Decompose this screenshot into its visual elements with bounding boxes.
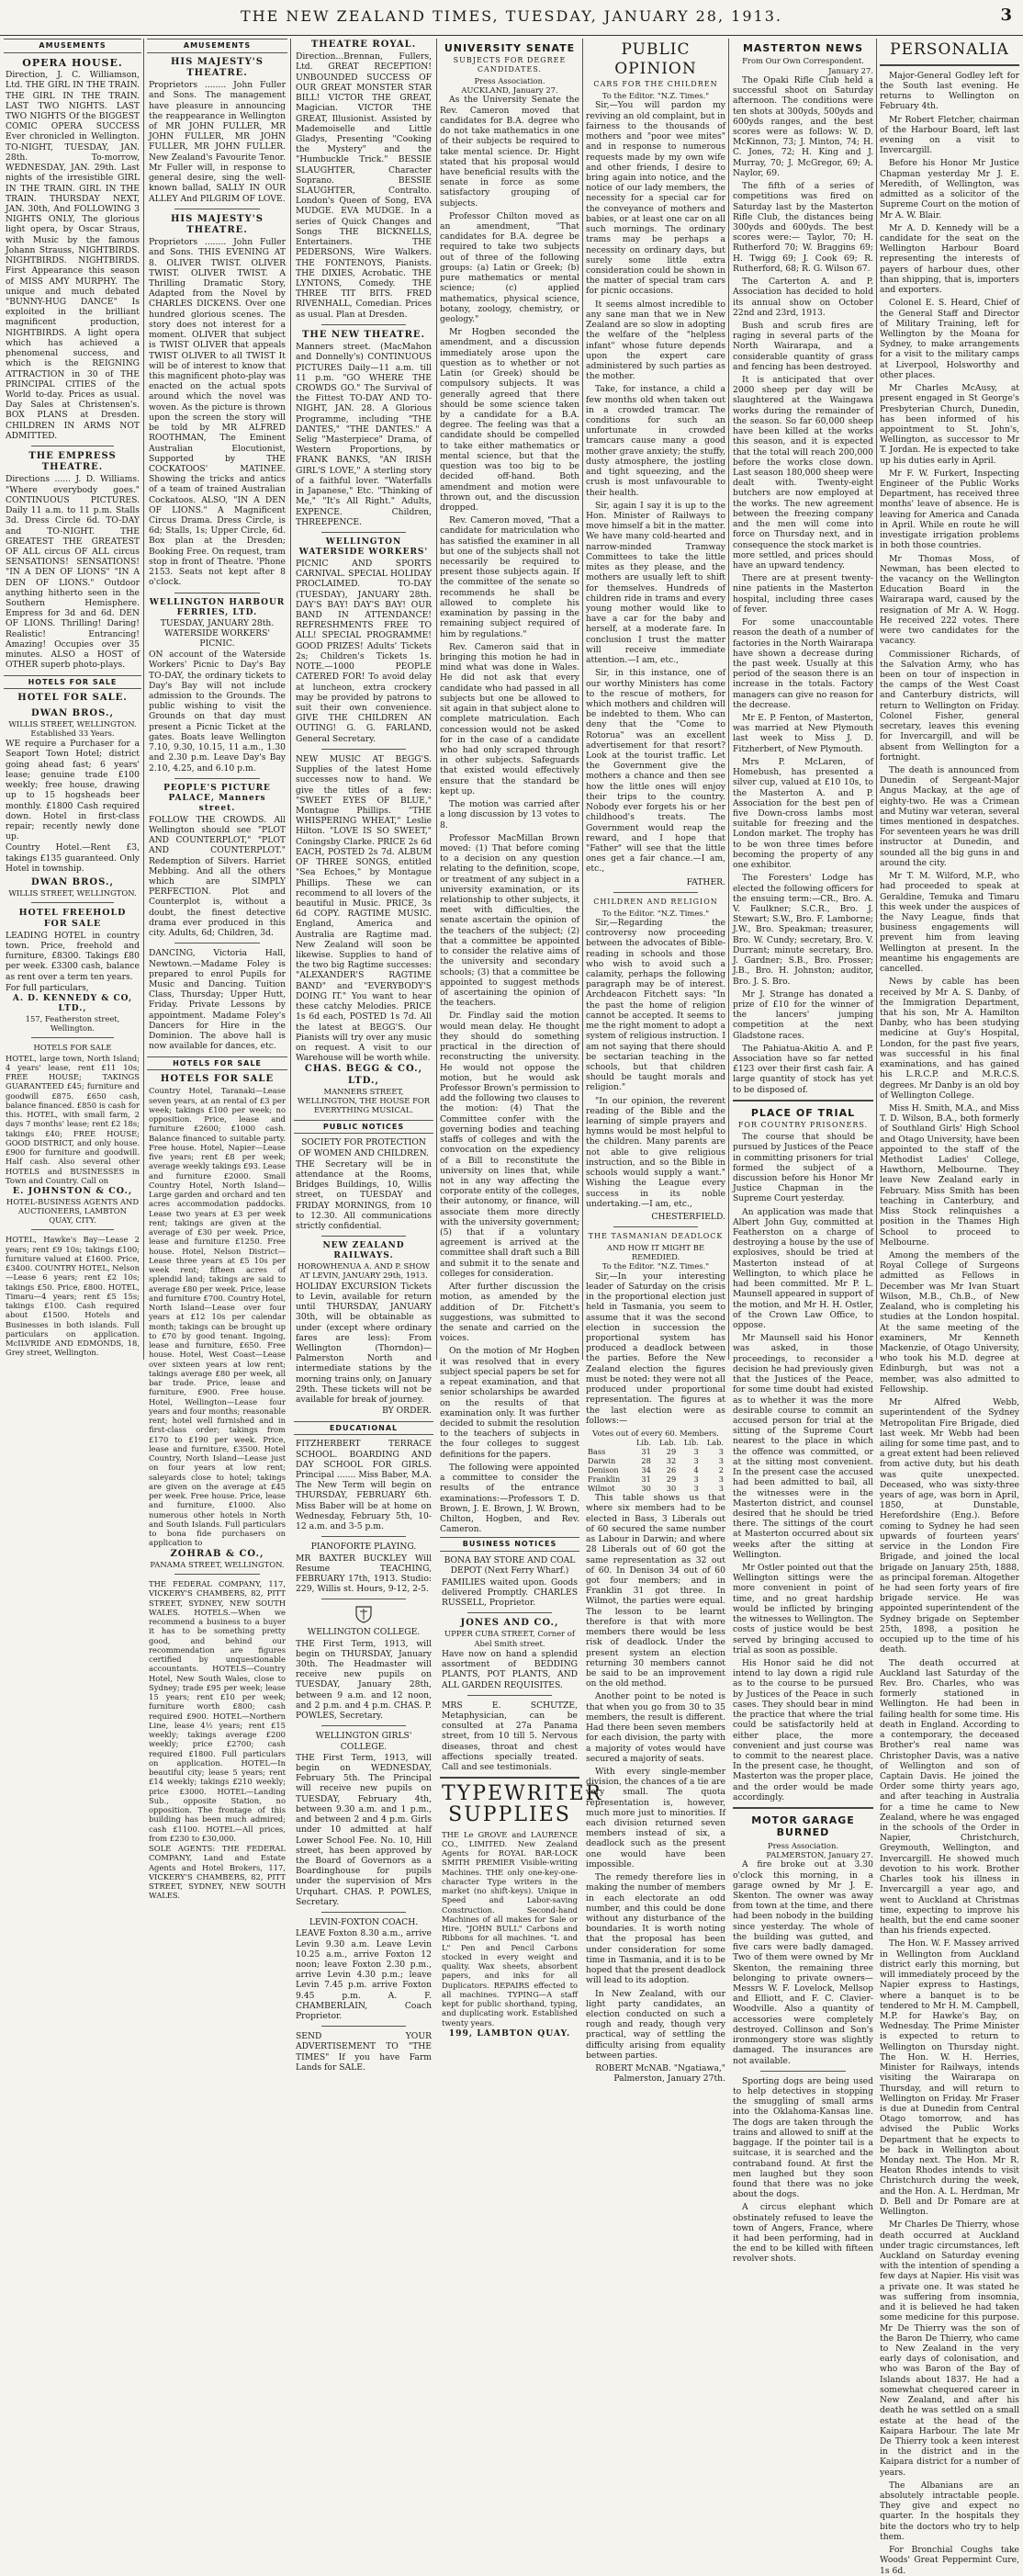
divider [321,2026,406,2027]
article-source: Press Association. [474,75,545,85]
section-title: PERSONALIA [890,40,1009,59]
his-majestys-ad [149,57,286,204]
ad-body: HOTEL, Hawke's Bay—Lease 2 years; rent £9 10s; takings £100; furniture valued at £1600. Price, £3400. COUNTRY HOTEL, Nelson—Lease 6 years; rent £2 10s; takings £50. Price, £800. HOTEL, Timaru—4 years; rent £5 15s; takings £100. Cash required about £1500. Hotels and Businesses in both islands. Full particulars on application. McILVRIDE AND EDMONDS, 18, Grey street, Wellington. [6,1235,140,1358]
ad-title: PIANOFORTE PLAYING. [310,1542,417,1553]
divider [467,1612,552,1613]
ad-subtitle: WATERSIDE WORKERS' PICNIC. [164,627,270,649]
table-cell: 28 [641,1456,651,1466]
letter-signature: CHESTERFIELD. [651,1212,725,1222]
news-item: The death occurred at Auckland last Saturday of the Rev. Bro. Charles, who was formerly stationed in Wellington. He had been in failing health for some time. His death in England. According to a contemporary, the deceased Brother's real name was Christopher Davis, was a native of Wellington and son of Captain Davis. He joined the Order some thirty years ago, and after teaching in Australia for a time he came to New Zealand, where he was engaged in the schools of the Order in Napier, Christchurch, Greymouth, Wellington, and Invercargill. He showed much devotion to his work. Brother Charles took his illness in Invercargill a year ago, and went to Auckland at Christmas time, expecting to improve his health, but the end came sooner than his friends expected. [880,1657,1019,1937]
wellington-college-ad [296,1604,432,1721]
ad-signature: BY ORDER. [382,1406,432,1417]
section-heading: AMUSEMENTS [147,39,287,53]
divider [321,324,406,325]
letter-to: To the Editor. "N.Z. Times." [601,1261,710,1271]
table-cell: 26 [666,1465,677,1475]
article-paragraph: There are at present twenty-nine patients in the Masterton hospital, including three cases of fever. [733,573,873,615]
ad-body: Directions ...... J. D. Williams. "Where everybody goes." CONTINUOUS PICTURES. Daily 11 a.m. to 11 p.m. Stalls 3d. Dress Circle 6d. TO-DAY and TO-NIGHT. THE GREATEST THE GREATEST OF ALL circus OF ALL circus SENSATIONS! SENSATIONS! "IN A DEN OF LIONS" "IN A DEN OF LIONS." Outdoor anything hitherto seen in the Southern Hemisphere. Empress for 3d and 6d. DEN OF LIONS. Thrilling! Daring! Realistic! Entrancing! Amazing! Occupies over 35 minutes. ALSO a HOST of OTHER superb photo-plays. [6,474,140,671]
column-3 [294,37,433,2073]
divider [31,1229,114,1230]
hotels-johnston-ad [6,1043,140,1225]
ad-subheading: HOTELS FOR SALE [33,1043,112,1053]
table-row [586,1474,725,1484]
ad-title: THE EMPRESS THEATRE. [28,451,117,473]
newspaper-title: THE NEW ZEALAND TIMES, TUESDAY, JANUARY 28, 1913. [241,7,782,25]
table-cell: 31 [641,1447,651,1457]
table-cell: 34 [641,1465,651,1475]
divider [613,1226,698,1227]
ad-body: Manners street. (MacMahon and Donnelly's) CONTINUOUS PICTURES Daily—11 a.m. till 11 p.m. "GO WHERE THE CROWDS GO." The Survival of the Fittest TO-DAY AND TO-NIGHT, JAN. 28. A Glorious Programme, including "THE DANTES," "THE DANTES." A Selig "Masterpiece" Drama, of Western Proportions, by FRANK BANKS, "AN IRISH GIRL'S LOVE," A sterling story of a faithful lover. "Waterfalls in Japanese," Etc. "Thinking of Me," "It's All Right." Adults, EXPENCE. Children, THREEPENCE. [296,342,432,527]
ad-title: NEW ZEALAND RAILWAYS. [322,1241,405,1261]
table-header-cell: Lib. [683,1438,699,1448]
hotels-mcilvride-ad [6,1235,140,1357]
his-majestys-oliver-ad [149,214,286,588]
table-cell: 30 [641,1484,651,1494]
ad-title: THEATRE ROYAL. [310,40,417,50]
news-item: Mr Charles De Thierry, whose death occurred at Auckland under tragic circumstances, left Auckland on Saturday evening with the intention of spending a few days at Napier. His visit was a private one. It was stated he was suffering from insomnia, and it is believed he had taken some medicine for this purpose. Mr De Thierry was the son of the Baron De Thierry, who came to New Zealand in the very early days of colonisation, and who was Baron of the Bay of Islands about 1837. He had a somewhat chequered career in New Zealand, and after his death he was settled on a small estate at the head of the Kaipara Harbour. The late Mr De Thierry took a keen interest in the district and in the Kaipara district for a number of years. [880,2220,1019,2478]
letter-paragraph: Another point to be noted is that when you go from 30 to 35 members, the result is different. Had there been seven members for each division, the party with a majority of votes would have secured a majority of seats. [586,1691,725,1764]
ad-body: HOTEL, large town, North Island; 4 years' lease, rent £11 10s; FREE HOUSE; TAKINGS GUARANTEED £45; furniture and goodwill £875. £650 cash, balance financed. £850 is cash for this. HOTEL, with small farm, 2 days 7 months' lease; rent £2 18s; takings £40; FREE HOUSE; GOOD DISTRICT, and only house. £900 for furniture and goodwill. Half cash. Also several other HOTELS and BUSINESSES in Town and Country. Call on [6,1053,140,1185]
table-cell: Denison [588,1465,619,1475]
ad-body: Have now on hand a splendid assortment of BEDDING PLANTS, POT PLANTS, AND ALL GARDEN REQUISITES. [442,1648,578,1690]
ad-title: WELLINGTON WATERSIDE WORKERS' [298,537,429,557]
divider [321,749,406,750]
letter-title: CHILDREN AND RELIGION [593,897,718,906]
empress-theatre-ad [6,451,140,671]
ad-date: TUESDAY, JANUARY 28th. [160,617,275,628]
news-item: Colonel E. S. Heard, Chief of the General Staff and Director of Military Training, left for Wellington by the Moana for Sydney, to make arrangements for a visit to the military camps at Liverpool, Holsworthy and other places. [880,298,1019,380]
federal-company-ad [149,1579,286,1901]
ad-body: DANCING, Victoria Hall, Newtown.—Madame Foley is prepared to enrol Pupils for Music and Dancing. Tuition Class, Thursday; Upper Hutt, Friday. Private Lessons by appointment. Madame Foley's Dancers for Hire in the Dominion. The above hall is now available for dances, etc. [149,948,286,1052]
table-row [586,1447,725,1456]
agent-name: DWAN BROS., [31,877,114,888]
article-title: UNIVERSITY SENATE [444,42,576,54]
new-theatre-ad [296,330,432,527]
news-item: Commissioner Richards, of the Salvation Army, who has been on tour of inspection in the camps of the West Coast and Canterbury districts, will return to Wellington on Friday. Colonel Fisher, general secretary, leaves this evening for Invercargill, and will be absent from Wellington for a fortnight. [880,649,1019,763]
news-item: The Albanians are an absolutely intractable people. They give and expect no quarter. In the hospitals they bite the doctors who try to help them. [880,2480,1019,2542]
divider [880,64,1019,66]
article-title: MOTOR GARAGE BURNED [751,1814,855,1839]
ad-title: THE NEW THEATRE. [301,329,426,340]
agent-name: CHAS. BEGG & CO., LTD., [304,1064,423,1086]
article-dateline: PALMERSTON, January 27. [766,1850,873,1860]
divider [760,2071,846,2072]
ad-body: FOLLOW THE CROWDS. All Wellington should see "PLOT AND COUNTERPLOT," "PLOT AND COUNTERPLOT." Redemption of Silvers. Harriet Mebbing. And all the others which are SIMPLY PERFECTION. Plot and Counterplot is, without a doubt, the finest detective drama ever produced in this city. Adults, 6d; Children, 3d. [149,814,286,939]
article-paragraph: The course that should be pursued by Justices of the Peace in committing prisoners for trial formed the subject of a discussion before his Honor Mr Justice Chapman in the Supreme Court yesterday. [733,1132,873,1204]
news-item: The death is announced from Dunedin of Sergeant-Major Angus Mackay, at the age of eighty-two. He was a Crimean and Mutiny war veteran, several times mentioned in despatches. For seventeen years he was drill instructor at Dunedin, and sounded all the big guns in and around the city. [880,764,1019,868]
wellington-girls-college-ad [296,1731,432,1907]
table-header-cell: Lab. [658,1438,677,1448]
table-cell: 3 [718,1484,724,1494]
table-cell: Bass [588,1447,606,1457]
ad-body: Country Hotel, Taranaki—Lease seven years, at an rental of £3 per week; takings £100 per week; no opposition. Price, lease and furniture £2600; £1000 cash. Balance financed to suitable party. Free house. Hotel, Napier—Lease five years; rent £8 per week; average weekly takings £93. Lease and furniture £2000. Small Country Hotel, North Island—Large garden and orchard and ten acres accommodation paddocks. Lease two years at £3 per week rent; takings are given at the average of £30 per week. Price, lease and furniture £1250. Free house. Hotel, Nelson District—Lease three years at £5 10s per week rent; fifteen acres of splendid land; takings are said to average £80 per week. Price, lease and furniture £700. Country Hotel, North Island—Lease over four years at £12 10s per calendar month; takings can be brought up to £70 by good tenant. Ingoing, lease and furniture, £650. Free house. Hotel, West Coast—Lease over sixteen years at low rent; takings average £80 per week, all bar trade. Price, lease and furniture, £900. Free house. Hotel, Wellington—Lease four years and four months; reasonable rent; hotel well furnished and in first-class order; takings from £170 to £190 per week. Price, lease and furniture, £3500. Hotel Country, North Island—Lease just on four years at low rent; saleyards close to hotel; takings are given on the average at £45 per week. Free house. Price, lease and furniture, £1000. Also numerous other hotels in North and South Islands. Full particulars to bona fide purchasers on application to [149,1086,287,1548]
column-6 [733,37,873,2265]
agent-address: MANNERS STREET, WELLINGTON, THE HOUSE FOR EVERYTHING MUSICAL. [297,1086,431,1115]
ad-body: Proprietors ........ John Fuller and Sons. THIS EVENING AT 8. OLIVER TWIST. OLIVER TWIST. OLIVER TWIST. A Thrilling Dramatic Story, Adapted from the Novel by CHARLES DICKENS. Over one hundred glorious scenes. The story does not interest for a moment. OLIVER that subject is TWIST OLIVER that appeals TWIST OLIVER to all TWIST It will be of interest to know that this magnificent photo-play was enacted on the actual spots around which the novel was woven. As the picture is thrown upon the screen the story will be told by MR ALFRED ROOTHMAN, The Eminent Australian Elocutionist, Supported by THE COCKATOOS' MATINEE. Showing the tricks and antics of a team of trained Australian Cockatoos. ALSO, "IN A DEN OF LIONS." A Magnificent Circus Drama. Dress Circle, is 6d; Stalls, 1s; Upper Circle, 6d. Box plan at the Dresden; Booking Free. On request, tram stop in front of Theatre. 'Phone 2153. Seats not kept after 8 o'clock. [149,237,286,588]
column-1 [4,37,141,1361]
article-paragraph: Dr. Findlay said the motion would mean delay. He thought they should do something practical in the direction of reconstructing the university. He would not oppose the motion, but he would ask Professor Brown's permission to add the following two clauses to the motion: (4) That the Committee confer with the governing bodies and teaching staffs of colleges and with the convocation on the expediency of a Bill to reconstitute the university on lines that, while not in any way affecting the corporate entity of the colleges, their autonomy, or finance, will associate them more directly with the university government; (5) that if a voluntary agreement is arrived at the committee shall draft such a Bill and submit it to the senate and colleges for consideration. [440,1011,579,1279]
column-rule [290,39,291,1360]
article-paragraph: Professor MacMillan Brown moved: (1) That before coming to a decision on any question relating to the definition, scope, or treatment of any subject in a university examination, or its relationship to other subjects, it meet with difficulties, the senate ascertain the opinion of the teachers of the subject; (2) that a committee be appointed to consider the relative aims of the university and secondary schools; (3) that a committee be appointed to suggest methods of ascertaining the opinion of the teachers. [440,832,579,1009]
ad-body: THE Le GROVE and LAURENCE CO., LIMITED. New Zealand Agents for ROYAL BAR-LOCK SMITH PREMIER Visible-writing Machines. THE only one-key-one-character Type writers in the market (no shift-keys). Unique in Speed and Labor-saving Construction. Second-hand Machines of all makes for Sale or Hire. "JOHN BULL" Carbons and Ribbons for all machines. "L and L" Pen and Pencil Carbons stocked in every weight and quality. Wax sheets, absorbent papers, and inks for all Duplicators. REPAIRS effected to all machines. TYPING—A staff kept for public shorthand, typing, and duplicating work. Established twenty years. [442,1829,578,2028]
section-heading: HOTELS FOR SALE [147,1056,287,1071]
news-item: The Hon. W. F. Massey arrived in Wellington from Auckland district early this morning, but will immediately proceed by the Napier express to Hastings, where a banquet is to be tendered to Mr H. M. Campbell, M.P. for Hawke's Bay, on Wednesday. The Prime Minister is expected to return to Wellington on Thursday night. The Hon. W. H. Herries, Minister for Railways, intends visiting the Wairarapa on Thursday, and will return to Wellington on Friday. Mr Fraser is due at Dunedin from Central Otago tomorrow, and has advised the Public Works Department that he expects to be back in Wellington about Monday next. The Hon. Mr R. Heaton Rhodes intends to visit Christchurch during the week, and the Hon. A. L. Herdman, Mr D. Bell and Dr Pomare are at Wellington. [880,1938,1019,2218]
ad-title: WELLINGTON GIRLS' COLLEGE. [315,1731,412,1752]
ad-body: Country Hotel.—Rent £3, takings £135 guaranteed. Only Hotel in township. [6,842,140,874]
ad-body: SEND YOUR ADVERTISEMENT TO "THE TIMES" If you have Farm Lands for SALE. [296,2031,432,2073]
article-paragraph: After further discussion the motion, as amended by the addition of Dr. Fitchett's suggestions, was submitted to the senate and carried on the voices. [440,1282,579,1344]
agent-address: 157, Featherston street, Wellington. [25,1013,120,1034]
article-paragraph: The following were appointed a committee to consider the results of the entrance examinations:—Professors T. D. Brown, J. E. Brown, J. W. Brown, Chilton, Hogben, and Rev. Cameron. [440,1462,579,1535]
divider [613,892,698,893]
table-header-cell: Lab. [706,1438,724,1448]
typewriter-supplies-ad [442,1782,603,2039]
divider [321,532,406,533]
ad-body: FAMILIES waited upon. Goods delivered Promptly. CHARLES RUSSELL, Proprietor. [442,1576,578,1608]
society-ad [296,1137,432,1231]
page-number: 3 [1000,6,1012,25]
dancing-ad [149,948,286,1051]
table-header-cell [586,1438,630,1447]
table-cell: 31 [641,1474,651,1485]
column-rule [436,39,437,1360]
ad-body: SOLE AGENTS: THE FEDERAL COMPANY, Land and Estate Agents and Hotel Brokers, 117, VICKERY'S CHAMBERS, 82, PITT STREET, SYDNEY, NEW SOUTH WALES. [149,1844,286,1901]
divider [321,1536,406,1537]
ad-body: Direction, J. C. Williamson, Ltd. THE GIRL IN THE TRAIN. THE GIRL IN THE TRAIN. LAST TWO NIGHTS. LAST TWO NIGHTS Of the BIGGEST COMIC OPERA SUCCESS Ever chronicled in Wellington. TO-NIGHT, TUESDAY, JAN. 28th. To-morrow, WEDNESDAY, JAN. 29th. Last nights of the irresistible GIRL IN THE TRAIN. GIRL IN THE TRAIN. THURSDAY NEXT, JAN. 30th, And FOLLOWING 3 NIGHTS ONLY, The glorious light opera, by Oscar Straus, with Music by the famous Johann Strauss, NIGHTBIRDS. NIGHTBIRDS. NIGHTBIRDS. First Appearance this season of MISS AMY MURPHY. The unique and much debated "BUNNY-HUG DANCE" Is exploited in the brilliant magnificent production, NIGHTBIRDS. A light opera which has achieved a phenomenal success, and which is the REIGNING ATTRACTION in 30 of THE PRINCIPAL CITIES of the World to-day. Prices as usual. Day Sales at Christensen's. BOX PLANS at Dresden. CHILDREN IN ARMS NOT ADMITTED. [6,70,140,441]
article-paragraph: The Pahiatua-Akitio A. and P. Association have so far netted £123 over their first cash fair. A large quantity of stock has yet to be disposed of. [733,1043,873,1095]
ad-body: THE Secretary will be in attendance at the Rooms, Bridges Buildings, 10, Willis street, on TUESDAY and FRIDAY MORNINGS, from 10 to 12.30. All communications strictly confidential. [296,1158,432,1232]
crest-icon [354,1604,374,1624]
ad-subtitle: HOROWHENUA A. AND P. SHOW AT LEVIN, JANUARY 29th, 1913. [297,1261,431,1281]
news-item: Mr Alfred Webb, superintendent of the Sydney Metropolitan Fire Brigade, died last week. Mr Webb had been ailing for some time past, and to a great extent had been relieved from active duty, but his death was quite unexpected. Deceased, who was sixty-three years of age, was born in April, 1850, at Dunstable, Herefordshire (Eng.). Before coming to Sydney he had seen upwards of fourteen years' service in the London Fire Brigade, and joined the local brigade on January 25th, 1888, as principal foreman. Altogether he had seen forty years of fire brigade service. He was appointed superintendent of the Sydney brigade on September 25th, 1898, a position he occupied up to the time of his death. [880,1397,1019,1655]
section-heading: AMUSEMENTS [4,39,141,53]
table-cell: 3 [693,1474,699,1485]
table-cell: 30 [666,1484,677,1494]
letter-paragraph: In New Zealand, with our light party candidates, an election conducted on such a rough and ready, though very practical, way of settling the difficulty arising from equality between parties. [586,1988,725,2061]
article-title: MASTERTON NEWS [742,42,864,54]
news-item: Before his Honor Mr Justice Chapman yesterday Mr J. E. Meredith, of Wellington, was admitted as a solicitor of the Supreme Court on the motion of Mr A. W. Blair. [880,158,1019,220]
waterside-workers-ad [296,537,432,744]
ad-title: HOTELS FOR SALE [160,1074,275,1085]
zohrab-hotels-ad [149,1074,286,1569]
schutze-ad [442,1700,578,1773]
harbour-ferries-ad [149,598,286,774]
ad-body: PICNIC AND SPORTS CARNIVAL. SPECIAL HOLIDAY PROCLAIMED. TO-DAY (TUESDAY), JANUARY 28th. DAY'S BAY! DAY'S BAY! OUR BAND IN ATTENDANCE! REFRESHMENTS FREE TO ALL! SPECIAL PROGRAMME! GOOD PRIZES! Adults' Tickets 2s; Children's Tickets 1s. NOTE.—1000 PEOPLE CATERED FOR! To avoid delay at luncheon, extra crockery may be provided by patrons to suit their own convenience. GIVE THE CHILDREN AN OUTING! G. G. FARLAND, General Secretary. [296,558,432,744]
article-paragraph: A fire broke out at 3.30 o'clock this morning, in a garage owned by Mr J. E. Skenton. The owner was away from town at the time, and there had been nobody in the building since yesterday. The whole of the building was gutted, and five cars were badly damaged. Two of them were owned by Mr Skenton, the remaining three belonging to private owners—Messrs W. F. Lovelock, Mellsop and Elliott, and F. C. Clavier-Woodville. Also a quantity of accessories were completely destroyed. Collinson and Son's ironmongery store was slightly damaged. The insurances are not available. [733,1859,873,2066]
theatre-royal-ad [296,40,432,320]
article-paragraph: Mr Ostler pointed out that the Wellington sittings were the more convenient in point of time, and no great hardship would be inflicted by bringing the witnesses to Wellington. The costs of justice would be best served by bringing accused to trial as soon as possible. [733,1563,873,1655]
article-paragraph: Rev. Cameron said that in bringing this motion he had in mind what was done in Wales. He did not ask that every candidate who had passed in all subjects but one be allowed to sit again in that subject alone to complete matriculation. Each concession would not be asked for in the case of a candidate who had only scraped through in other subjects. Safeguards that existed would effectively ensure that the standard be kept up. [440,641,579,797]
ad-body: THE First Term, 1913, will begin on WEDNESDAY, February 5th. The Principal will receive new pupils on TUESDAY, February 4th, between 9.30 a.m. and 1 p.m., and between 2 and 4 p.m. Girls under 10 admitted at half Lower School Fee. No. 10, Hill street, has been approved by the Board of Governors as a Boardinghouse for pupils under the supervision of Mrs Urquhart. CHAS. P. POWLES, Secretary. [296,1752,432,1907]
article-paragraph: Rev. Cameron moved, "That a candidate for matriculation who has satisfied the examiner in all but one of the subjects shall not necessarily be required to present those subjects again. If the committee of the senate so recommends he shall be allowed to complete his examination by passing in the remaining subject required of him by regulations." [440,515,579,639]
railways-ad [296,1241,432,1416]
divider [321,1725,406,1726]
news-item: News by cable has been received by Mr A. S. Danby, of the Immigration Department, that his son, Mr A. Hamilton Danby, who has been studying medicine at Guy's Hospital, London, for the past five years, was successful in his final examinations, and has gained his L.R.C.P. and M.R.C.S. degrees. Mr Danby is an old boy of Wellington College. [880,977,1019,1101]
section-heading: HOTELS FOR SALE [4,675,141,690]
article-paragraph: It is anticipated that over 2000 sheep per day will be slaughtered at the Waingawa works during the remainder of the season. So far 60,000 sheep have been killed at the works this season, and it is expected that the total will reach 200,000 before the works close down. Last season 180,000 sheep were dealt with. Twenty-eight butchers are now employed at the works. The new agreement between the freezing company and the men will come into force on Thursday next, and in consequence the stock market is more settled, and prices should have an upward tendency. [733,375,873,571]
ad-body: MRS E. SCHUTZE, Metaphysician, can be consulted at 27a Panama street, from 10 till 5. Nervous diseases, throat and chest affections specially treated. Call and see testimonials. [442,1700,578,1773]
letter-signature: FATHER. [686,876,725,887]
letter-subtitle: AND HOW IT MIGHT BE REMEDIED. [606,1242,705,1262]
pianoforte-ad [296,1542,432,1594]
agent-name: E. JOHNSTON & CO., [12,1186,133,1197]
divider [440,1777,579,1779]
column-rule [876,39,877,1360]
news-item: Mr T. M. Wilford, M.P., who had proceeded to speak at Geraldine, Temuka and Timaru this week under the auspices of the Navy League, finds that business engagements will prevent him from leaving Wellington at present. In the meantime his engagements are cancelled. [880,871,1019,975]
table-header-cell: Lib. [635,1438,651,1448]
divider [321,1236,406,1237]
ad-body: Proprietors ........ John Fuller and Sons. The management have pleasure in announcing the reappearance in Wellington of MR JOHN FULLER, MR JOHN FULLER, MR JOHN FULLER, MR JOHN FULLER. New Zealand's Favourite Tenor. Mr Fuller will, in response to general desire, sing the well-known ballad, SALLY IN OUR ALLEY And PILGRIM OF LOVE. [149,80,286,204]
agent-address: PANAMA STREET, WELLINGTON. [150,1559,285,1569]
article-paragraph: The motion was carried after a long discussion by 13 votes to 8. [440,799,579,830]
agent-address: WILLIS STREET, WELLINGTON. [8,888,137,898]
news-item: Mr Charles McAusy, at present engaged in St George's Presbyterian Church, Dunedin, has been informed of his appointment to St. John's, Wellington, as successor to Mr T. Jordan. He is expected to take up his duties early in April. [880,383,1019,466]
article-paragraph: On the motion of Mr Hogben it was resolved that in every subject special papers be set for a repeat examination, and that senior scholarships be awarded on the results of that examination only. It was further decided to submit the resolution to the teachers of subjects in the four colleges to suggest definitions for the papers. [440,1346,579,1460]
agent-name: ZOHRAB & CO., [170,1548,264,1559]
letter-signature: ROBERT McNAB. "Ngatiawa," Palmerston, January 27th. [595,2063,725,2085]
letter-title: CARS FOR THE CHILDREN [593,80,718,89]
ad-body: Direction...Brennan, Fullers, Ltd. GREAT RECEPTION! UNBOUNDED SUCCESS OF OUR GREAT MONSTER STAR BILL! VICTOR THE GREAT, Magician. VICTOR THE GREAT, Illusionist. Assisted by Mademoiselle and Little Gladys, Presenting "Cooking the Mystery" and the "Humbuckle Trick." BESSIE SLAUGHTER, Character Soprano. BESSIE SLAUGHTER, Contralto. London's Queen of Song, EVA MUDGE. EVA MUDGE. In a series of Quick Changes and Songs THE BICKNELLS, Entertainers. THE PEDERSONS, Wire Walkers. THE FONTENOYS, Pianists. THE DIXIES, Acrobatic. THE LYNTONS, Comedy. THE THREE TIT BITS. FRED RIVENHALL, Comedian. Prices as usual. Plan at Dresden. [296,51,432,320]
letter-paragraph: With every single-member division, the chances of a tie are very small. The quota representation is, however, much more just to minorities. If each division returned seven members instead of six, a deadlock such as the present one would have been impossible. [586,1766,725,1870]
section-title: PUBLIC OPINION [614,40,697,78]
send-advertisement-ad [296,2031,432,2073]
ad-body: NEW MUSIC AT BEGG'S. Supplies of the latest Home successes now to hand. We give the titles of a few: "SWEET EYES OF BLUE," Montague Phillips. "THE WHISPERING WHEAT," Leslie Hilton. "LOVE IS SO SWEET," Coningsby Clarke. PRICE 2s 6d EACH, POSTED 2s 7d. ALBUM OF THREE SONGS, entitled "Sea Echoes," by Montague Phillips. These we can recommend to all lovers of the beautiful in Music. PRICE, 3s 6d COPY. RAGTIME MUSIC. England, America and Australia are Ragtime mad. New Zealand will soon be likewise. Supplies to hand of the two big Ragtime successes: "ALEXANDER'S RAGTIME BAND" and "EVERYBODY'S DOING IT." You want to hear these catchy Melodies. PRICE 1s 6d each, POSTED 1s 7d. All the latest at BEGG'S. Our Pianists will try over any music on request. A visit to our Warehouse will be worth while. [296,753,432,1064]
article-dateline: January 27. [828,65,873,75]
ad-body: WE require a Purchaser for a Seaport Town Hotel; district going ahead fast; 6 years' lease; genuine trade £100 weekly; free house, drawing up to 15 hogsheads beer monthly. £1800 Cash required down. Hotel in first-class repair; recently newly done up. [6,739,140,842]
column-5 [586,37,725,2085]
news-item: Among the members of the Royal College of Surgeons admitted as Fellows in December was Mr Ivan Stuart Wilson, M.B., Ch.B., of New Zealand, who is completing his studies at the London hospital. At the same meeting of the examiners, Mr Kenneth Mackenzie, of Otago University, who took his M.D. degree at Edinburgh, but was not a member, was also admitted to Fellowship. [880,1250,1019,1395]
table-cell: 3 [718,1447,724,1457]
ad-body: LEADING HOTEL in country town. Price, freehold and furniture, £8300. Takings £80 per week. £3300 cash, balance as rent over a term ten years. [6,930,140,982]
article-paragraph: For some unaccountable reason the death of a number of factories in the North Wairarapa have shown a decrease during the past week. Usually at this period of the season there is an increase in the totals. Factory managers can give no reason for the decrease. [733,617,873,710]
agent-address: HOTEL-BUSINESS AGENTS AND AUCTIONEERS, LAMBTON QUAY, CITY. [6,1196,140,1226]
letter-paragraph: Sir,—Regarding the controversy now proceeding between the advocates of Bible-reading in schools and those who wish to avoid such a calamity, perhaps the following paragraph may be of interest. Archdeacon Fitchett says: "In the past the home of religion cannot be accepted. It seems to me the right moment to adopt a system of religious instruction. I am not saying that there should be sectarian teaching in the schools, but that children should be taught morals and religion." [586,917,725,1093]
ad-title: HOTEL FREEHOLD FOR SALE [18,908,127,930]
votes-table [586,1438,725,1493]
column-2 [147,37,287,1901]
article-paragraph: Sporting dogs are being used to help detectives in stopping the smuggling of small arms into the Oklahoma-Kansas line. The dogs are taken through the trains and allowed to sniff at the baggage. If the pointer tail is a suitcase, it is searched and the contraband found. At first the men laughed but they soon found that there was no joke about the dogs. [733,2075,873,2200]
ad-body: For full particulars, [6,982,89,993]
hotel-sale-ad [6,693,140,898]
table-cell: 3 [693,1456,699,1466]
letter-paragraph: Take, for instance, a child a few months old when taken out in a crowded tramcar. The conditions for such an unfortunate in crowded tramcars cause many a good mother grave anxiety; the stuffy, dusty atmosphere, the jostling and tight squeezing, and the crush is most unfavourable to their health. [586,384,725,498]
letter-paragraph: It seems almost incredible to any sane man that we in New Zealand are so slow in adopting the welfare of the "helpless infant" whose future depends upon the expert care administered by such parties as the mother. [586,299,725,382]
hotel-freehold-ad [6,908,140,1033]
table-cell: Darwin [588,1456,616,1466]
ad-title: PEOPLE'S PICTURE PALACE, Manners street. [163,783,271,813]
article-paragraph: The Carterton A. and P. Association has decided to hold its annual show on October 22nd and 23rd, 1913. [733,277,873,318]
agent-address: 199, LAMBTON QUAY. [448,2028,571,2039]
jones-co-ad [442,1618,578,1690]
table-cell: 2 [718,1465,724,1475]
divider [733,1100,873,1102]
table-cell: 3 [693,1447,699,1457]
letter-paragraph: Sir, again I say it is up to the Hon. Minister of Railways to move himself a bit in the matter. We have many cold-hearted and narrow-minded Tramway Committees to take the little mites as they please, and the mothers are usually left to shift for themselves. Hundreds of children ride in trams and every young mother would like to have a car for the baby and herself, at a moderate fare. In conclusion I trust the matter will receive immediate attention.—I am, etc., [586,500,725,666]
ad-body: MR BAXTER BUCKLEY Will Resume TEACHING, FEBRUARY 17th, 1913. Studio: 229, Willis st. Hours, 9-12, 2-5. [296,1553,432,1595]
ad-title: HIS MAJESTY'S THEATRE. [170,213,264,235]
ad-body: FITZHERBERT TERRACE SCHOOL. BOARDING AND DAY SCHOOL FOR GIRLS. Principal ....... Miss Baber, M.A. The New Term will begin on THURSDAY, FEBRUARY 6th. Miss Baber will be at home on Wednesday, February 5th, 10-12 a.m. and 3-5 p.m. [296,1439,432,1532]
news-item: For Bronchial Coughs take Woods' Great Peppermint Cure, 1s 6d. [880,2545,1019,2576]
masthead [0,0,1023,36]
ad-body: THE FEDERAL COMPANY, 117, VICKERY'S CHAMBERS, 82, PITT STREET, SYDNEY, NEW SOUTH WALES. HOTELS.—When we recommend a business to a buyer it has to be something pretty good, and behind our recommendation are figures certified by unquestionable accountants. HOTELS—Country Hotel, New South Wales, close to Sydney; trade £95 per week; lease 15 years; rent £10 per week; furniture worth £800; cash required £900. HOTEL—Northern Line, lease 4½ years; rent £15 weekly; takings average £200 weekly; price £2700; cash required £1800. Full particulars on application. HOTEL—In beautiful city; lease 5 years; rent £14 weekly; takings £210 weekly; price £3000. HOTEL—Landing Sub., opposite Station, no opposition. The frontage of this building has been much admired; cash £1100. HOTEL—All prices, from £230 to £30,000. [149,1579,286,1843]
letter-to: To the Editor. "N.Z. Times." [601,908,710,918]
bona-bay-store-ad [442,1555,578,1608]
letter-paragraph: The remedy therefore lies in making the number of members in each electorate an odd number, and this could be done without any disturbance of the boundaries. It is worth noting that the proposal has been under consideration for some time in Tasmania, and it is to be hoped that the present deadlock will lead to its adoption. [586,1872,725,1986]
section-heading: EDUCATIONAL [294,1421,433,1436]
article-title: PLACE OF TRIAL [750,1106,856,1119]
letter-to: To the Editor. "N.Z. Times." [601,91,710,101]
article-paragraph: Mrs P. McLaren, of Homebush, has presented a silver cup, valued at £10 10s, to the Masterton A. and P. Association for the best pen of five Down-cross lambs most suitable for freezing and the London market. The trophy has to be won three times before becoming the property of any one exhibitor. [733,756,873,871]
article-subtitle: SUBJECTS FOR DEGREE CANDIDATES. [453,56,567,74]
table-row [586,1465,725,1474]
column-7 [880,37,1019,2576]
table-cell: Wilmot [588,1484,615,1494]
ad-body: THE First Term, 1913, will begin on THURSDAY, January 30th. The Headmaster will receive new pupils on TUESDAY, January 28th, between 9 a.m. and 12 noon, and 2 p.m. and 4 p.m. CHAS. P. POWLES, Secretary. [296,1638,432,1722]
table-cell: Franklin [588,1474,621,1485]
article-paragraph: The fifth of a series of competitions was fired on Saturday last by the Masterton Rifle Club, the distances being 300yds and 600yds. The best scores were:— Taylor, 70; H. Rutherford 70; W. Braggins 69; H. Twigg 69; J. Cook 69; R. Rutherford, 68; R. G. Wilson 67. [733,181,873,274]
article-paragraph: A circus elephant which obstinately refused to leave the town of Angers, France, where it had been performing, had in the end to be killed with fifteen revolver shots. [733,2202,873,2265]
news-item: Mr F. W. Furkert, Inspecting Engineer of the Public Works Department, has received three months' leave of absence. He is leaving for America and Canada in April. While en route he will investigate irrigation problems in both those countries. [880,468,1019,551]
article-paragraph: Mr Maunsell said his Honor was asked, in those proceedings, to reconsider a decision he had previously given that the Justices of the Peace, for some time doubt had existed as to whether it was the more desirable course to commit an accused person for trial at the sitting of the Supreme Court nearest to the place in which the offence was committed, or at the sitting most convenient. In the present case the accused had been admitted to bail, all the witnesses were in the Masterton district, and counsel desired that he should be tried there. The sittings of the court at Masterton occurred about six weeks after the sitting at Wellington. [733,1333,873,1560]
column-rule [728,39,729,1360]
ad-title: SOCIETY FOR PROTECTION OF WOMEN AND CHILDREN. [298,1137,429,1158]
agent-name: A. D. KENNEDY & CO, LTD., [12,993,133,1013]
letter-paragraph: Sir,—In your interesting leader of Saturday on the crisis in the proportional election just held in Tasmania, you seem to assume that it was the second election in succession the proportional system has produced a deadlock between the parties. Before the New Zealand election the figures must be noted: they were not all produced under proportional representation. The figures at the last election were as follows:— [586,1271,725,1426]
news-item: Mr Robert Fletcher, chairman of the Harbour Board, left last evening on a visit to Invercargill. [880,114,1019,156]
article-dateline: AUCKLAND, January 27. [461,85,558,96]
opera-house-ad [6,57,140,441]
divider [31,1037,114,1038]
divider [31,902,114,903]
table-row [586,1456,725,1465]
article-paragraph: As the University Senate the Rev. Cameron moved that candidates for B.A. degree who do not take mathematics in one of their subjects be required to take mental science. Dr. Hight stated that his proposal would have beneficial results with the senate in force as some satisfactory grouping of subjects. [440,95,579,209]
letter-paragraph: This table shows us that where six members had to be elected in Bass, 3 Liberals out of 60 secured the same number as Labour in Darwin; and where 28 Liberals out of 60 got the same representation as 32 out of 60. In Denison 34 out of 60 got four members; and in Franklin 31 got three. In Wilmot, the parties were equal. The lesson to be learnt therefore is that with more members there would be less risk of deadlock. Under the present system an election returning 30 members cannot be said to be an improvement on the old method. [586,1493,725,1689]
article-source: From Our Own Correspondent. [742,56,864,66]
letter-paragraph: Sir,—You will pardon my reviving an old complaint, but in fairness to the thousands of mothers and "poor wee mites" and in response to numerous requests made by my own wife and other friends, I desire to bring again into notice, and the notice of our lady members, the necessity for a special car for the conveyance of mothers and babies, or at least one car on all such mornings. The ordinary trams may be perhaps a necessity on ordinary days, but surely some little extra consideration could be shown in the matter of special tram cars for picnic occasions. [586,100,725,297]
section-heading: PUBLIC NOTICES [294,1120,433,1135]
letter-paragraph: "In our opinion, the reverent reading of the Bible and the learning of simple prayers and hymns would be most helpful to the children. Many parents are not able to give religious instruction, and so the Bible in schools would supply a want." Wishing the League every success in its noble undertaking.—I am, etc., [586,1095,725,1209]
article-paragraph: Mr J. Strange has donated a prize of £10 for the winner of the lancers' jumping competition at the next Gladstone races. [733,989,873,1041]
article-paragraph: The Opaki Rifle Club held a successful shoot on Saturday afternoon. The conditions were ten shots at 300yds, 500yds and 600yds ranges, and the best scores were as follows: W. D. McKinnon, 73; J. Minton, 74; H. C. Jones, 72; H. King and J. Murray, 70; J. McGregor, 69; A. Naylor, 69. [733,74,873,178]
divider [174,778,260,779]
ad-body: HOLIDAY EXCURSION Tickets to Levin, available for return until THURSDAY, JANUARY 30th, will be obtainable as under (except where ordinary fares are less): From Wellington (Thorndon)—Palmerston North and intermediate stations by the morning trains only, on January 29th. These tickets will not be available for break of journey. [296,1281,432,1406]
divider [174,1574,260,1575]
divider [733,1807,873,1809]
ad-title: WELLINGTON HARBOUR FERRIES, LTD. [149,597,286,617]
table-cell: 3 [718,1474,724,1485]
news-item: Mr Thomas Moss, of Newman, has been elected to the vacancy on the Wellington Education Board in the Wairarapa ward, caused by the resignation of Mr A. W. Hogg. He received 222 votes. There were two candidates for the vacancy. [880,553,1019,647]
agent-address: WILLIS STREET, WELLINGTON. [8,718,137,729]
agent-established: Established 33 Years. [30,728,115,738]
divider [467,1695,552,1696]
table-cell: 29 [666,1474,677,1485]
ad-title: LEVIN-FOXTON COACH. [309,1917,419,1928]
table-cell: 29 [666,1447,677,1457]
news-item: Major-General Godley left for the South last evening. He returns to Wellington on February 4th. [880,70,1019,112]
article-paragraph: Bush and scrub fires are raging in several parts of the North Wairarapa, and a considerable quantity of grass and fencing has been destroyed. [733,320,873,372]
article-paragraph: The Foresters' Lodge has elected the following officers for the ensuing term:—CR., Bro. A. V. Faulkner; S.C.R., Bro. J. Stewart; S.W., Bro. F. Lamborne; J.W., Bro. Speakman; treasurer, Bro. W. Cundy; secretary, Bro. V. Durrant; minute secretary, Bro. J. Gardner; S.B., Bro. Prosser; J.B., Bro. H. Johnston; auditor, Bro. J. S. Bro. [733,873,873,987]
letter-paragraph: Sir, in this instance, one of our worthy Ministers has come to the rescue of mothers, for which mothers and children will be indebted to them. Who can deny that the "Come to Rotorua" was an excellent advertisement for that resort? Look at the tourist traffic. Let the Government give the mothers a chance and then see how the little ones will enjoy their trips to the country. Nobody ever forgets his or her childhood's treats. The Government would reap the reward, and I hope that "Father" will see that the little ones get a fair chance.—I am, etc., [586,668,725,875]
table-caption: Votes out of every 60. Members. [592,1429,719,1438]
article-paragraph: His Honor said he did not intend to lay down a rigid rule as to the course to be pursued by Justices of the Peace in such cases. They should bear in mind the practice that where the trial could be satisfactorily held at either place, the more convenient and just course was to commit to the nearest place. In the present case, he thought, Masterton was the proper place, and the order would be made accordingly. [733,1658,873,1802]
new-music-ad [296,754,432,1115]
ad-title: WELLINGTON COLLEGE. [307,1627,421,1638]
fitzherbert-school-ad [296,1439,432,1531]
agent-name: DWAN BROS., [31,707,114,718]
ad-title: OPERA HOUSE. [22,56,123,69]
column-rule [582,39,583,1360]
news-item: Mr A. D. Kennedy will be a candidate for the seat on the Wellington Harbour Board representing the interests of payers of harbour dues, other than shipping, that is, importers and exporters. [880,222,1019,296]
ad-title: JONES AND CO., [460,1618,559,1629]
divider [321,1912,406,1913]
ad-body: ON account of the Waterside Workers' Picnic to Day's Bay TO-DAY, the ordinary tickets to Day's Bay will not include admission to the Grounds. The public wishing to visit the Grounds on that day must present a Picnic Ticket at the gates. Boats leave Wellington 7.10, 9.30, 10.15, 11 a.m., 1.30 and 2.30 p.m. Leave Day's Bay 2.10, 4.25, and 6.10 p.m. [149,650,286,774]
article-subtitle: FOR COUNTRY PRISONERS. [737,1121,869,1130]
letter-title: THE TASMANIAN DEADLOCK [588,1232,724,1241]
article-source: Press Association. [767,1840,839,1850]
section-heading: BUSINESS NOTICES [440,1537,579,1552]
ad-title: HOTEL FOR SALE. [17,693,128,704]
table-cell: 32 [666,1456,677,1466]
article-paragraph: Mr Hogben seconded the amendment, and a discussion immediately arose upon the question as to whether or not Latin (or Greek) should be compulsory subjects. It was generally agreed that there should be some science taken by a candidate for a B.A. degree. The feeling was that a candidate should be compelled to take either mathematics or mental science, but that the question was too big to be decided off-hand. Both amendment and motion were thrown out, and the discussion dropped. [440,327,579,513]
ad-title: TYPEWRITER SUPPLIES [442,1782,603,1827]
column-rule [143,39,144,1360]
levin-foxton-coach-ad [296,1917,432,2021]
article-paragraph: Professor Chilton moved as an amendment, "That candidates for B.A. degree be required to take two subjects out of three of the following groups: (a) Latin or Greek; (b) pure mathematics or mental science; (c) applied mathematics, physical science, botany, zoology, chemistry, or geology." [440,210,579,324]
agent-address: UPPER CUBA STREET, Corner of Abel Smith street. [444,1629,575,1648]
table-cell: 4 [693,1465,699,1475]
article-paragraph: An application was made that Albert John Guy, committed at Featherston on a charge of destroying a house by the use of explosives, should be tried at Masterton instead of at Wellington, to which place he had been committed. Mr P. L. Maunsell appeared in support of the motion, and Mr H. H. Ostler, of the Crown Law Office, to oppose. [733,1206,873,1330]
article-paragraph: Mr E. P. Fenton, of Masterton, was married at New Plymouth last week to Miss J. D. Fitzherbert, of New Plymouth. [733,713,873,754]
news-item: Miss H. Smith, M.A., and Miss T. D. Wilson, B.A., both formerly of Southland Girls' High School and Otago University, have been appointed to the staff of the Methodist Ladies' College, Hawthorn, Melbourne. They leave New Zealand early in February. Miss Smith has been teaching in Canterbury, and Miss Stock relinquishes a position in the Thames High School to proceed to Melbourne. [880,1102,1019,1248]
ad-title: HIS MAJESTY'S THEATRE. [170,56,264,78]
table-row [586,1484,725,1493]
ad-title: BONA BAY STORE AND COAL DEPOT (Next Ferry Wharf.) [444,1555,576,1576]
table-cell: 3 [693,1484,699,1494]
peoples-picture-palace-ad [149,784,286,939]
table-cell: 3 [718,1456,724,1466]
ad-body: LEAVE Foxton 8.30 a.m., arrive Levin 9.30 a.m. Leave Levin 10.25 a.m., arrive Foxton 12 noon; leave Foxton 2.30 p.m., arrive Levin 4.30 p.m.; leave Levin 7.45 p.m. arrive Foxton 9.45 p.m. A. F. CHAMBERLAIN, Coach Proprietor. [296,1928,432,2022]
